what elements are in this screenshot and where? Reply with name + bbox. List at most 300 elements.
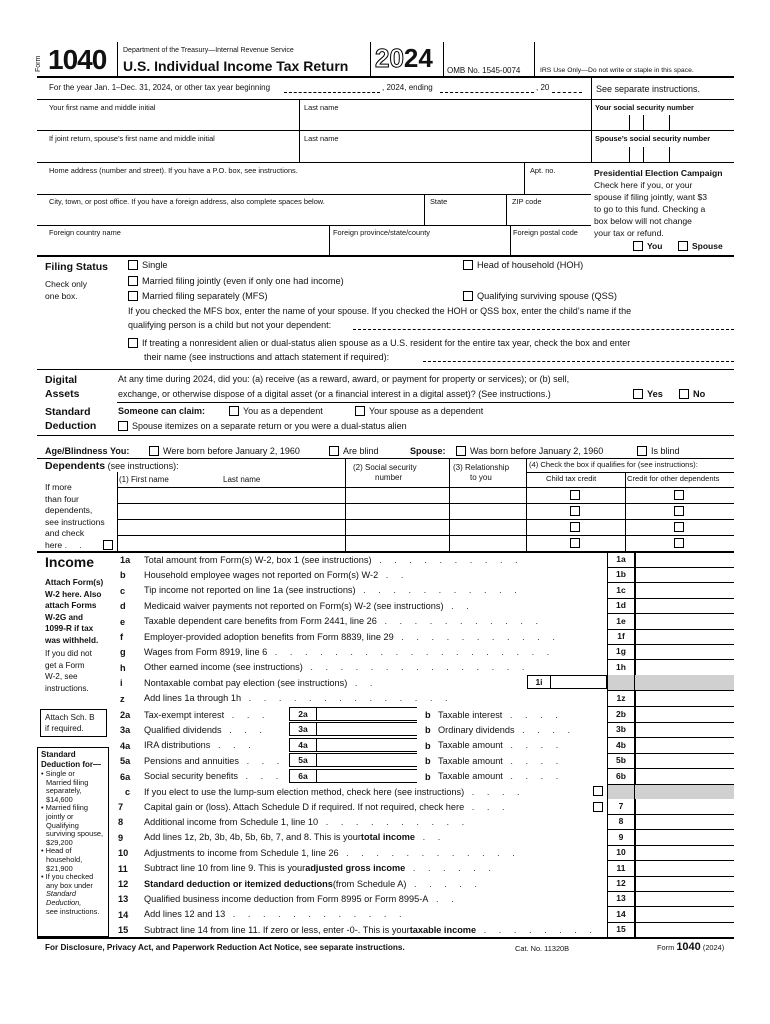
footer-form-num: 1040 xyxy=(676,941,701,953)
pair-right-label: Ordinary dividends xyxy=(438,724,515,735)
sd-10: • Head of xyxy=(41,846,72,856)
pair-left-label: Tax-exempt interest xyxy=(144,709,225,720)
sd-9: $29,200 xyxy=(46,837,73,847)
age-you-label: You: xyxy=(110,445,130,456)
footer-form-word: Form xyxy=(657,943,675,952)
spouse-last-name-input[interactable] xyxy=(300,144,590,162)
filing-mfj-option[interactable] xyxy=(128,273,344,288)
line-text xyxy=(144,907,407,922)
line-amount-input[interactable] xyxy=(635,552,734,567)
leader-dots: . . xyxy=(415,832,446,843)
digital-no-option[interactable] xyxy=(679,386,705,401)
spouse-itemizes-label: Spouse itemizes on a separate return or you were a dual-status alien xyxy=(132,420,407,431)
line-num: 7 xyxy=(118,802,124,812)
line-num: 13 xyxy=(118,894,129,905)
line-label: Household employee wages not reported on Form(s) W-2 xyxy=(144,569,379,580)
line-amount-input[interactable] xyxy=(635,861,734,876)
leader-dots: . . . . xyxy=(502,771,564,782)
line-text xyxy=(144,660,529,675)
line-6c-label: If you elect to use the lump-sum election method, check here (see instructions) xyxy=(144,786,465,797)
line-num: 14 xyxy=(118,909,129,920)
pair-right-num: b xyxy=(425,771,431,782)
someone-can-claim: Someone can claim: xyxy=(118,405,206,416)
line-label: Medicaid waiver payments not reported on Form(s) W-2 (see instructions) xyxy=(144,600,444,611)
pair-left-num: 5a xyxy=(120,756,131,767)
line-label-bold: total income xyxy=(360,832,416,843)
department: Department of the Treasury—Internal Revenue Service xyxy=(123,47,294,54)
line-amount-input[interactable] xyxy=(635,644,734,659)
pec-you-checkbox[interactable] xyxy=(633,241,643,251)
pair-right-num: b xyxy=(425,710,431,720)
leader-dots: . . . . . . . . . . xyxy=(318,816,470,827)
line-text xyxy=(144,876,482,891)
line-num: g xyxy=(120,647,126,658)
apt-label: Apt. no. xyxy=(530,166,556,175)
foreign-country-input[interactable] xyxy=(37,238,329,255)
mfs-note-2: qualifying person is a child but not your dependent: xyxy=(128,319,332,330)
spouse-ssn-input[interactable] xyxy=(592,144,734,162)
tax-year-begin-field[interactable] xyxy=(284,92,380,93)
home-address-label: Home address (number and street). If you have a P.O. box, see instructions. xyxy=(49,166,298,175)
filing-single-option[interactable] xyxy=(128,257,168,272)
pair-right-num: b xyxy=(425,756,431,767)
line-text xyxy=(144,691,453,706)
line-6c-num: c xyxy=(125,787,131,797)
city-input[interactable] xyxy=(37,208,424,225)
dep-side-1: If more xyxy=(45,482,72,492)
line-num: 9 xyxy=(118,832,124,843)
pair-right-amount-input[interactable] xyxy=(635,753,734,768)
line-amount-input[interactable] xyxy=(635,830,734,845)
schedule-b-note xyxy=(40,709,107,737)
leader-dots: . . . . . . . . . . . xyxy=(376,616,544,627)
leader-dots: . . . . . . . . xyxy=(476,924,597,935)
line-amount-input[interactable] xyxy=(635,598,734,613)
dep-col-rel-b: to you xyxy=(470,473,492,482)
blind-spouse-option[interactable] xyxy=(637,443,680,458)
line-num: c xyxy=(120,585,126,596)
leader-dots: . . . xyxy=(237,771,284,782)
no-w2-note xyxy=(45,648,92,694)
you-dependent-option[interactable] xyxy=(229,403,323,418)
pair-left-text xyxy=(144,753,284,768)
leader-dots: . . . . . . xyxy=(405,863,496,874)
see-instructions: See separate instructions. xyxy=(596,84,701,94)
dep2-ctc-checkbox[interactable] xyxy=(570,506,580,516)
leader-dots: . . xyxy=(347,677,378,688)
dependent-row-3[interactable] xyxy=(118,520,345,535)
line-num: e xyxy=(120,616,126,627)
born-you-option[interactable] xyxy=(149,443,300,458)
pair-right-amount-input[interactable] xyxy=(635,738,734,753)
attach-2: W-2 here. Also xyxy=(45,589,102,599)
pec-line5: your tax or refund. xyxy=(594,228,664,238)
line-1i-amount-input[interactable] xyxy=(551,675,607,689)
attach-6: was withheld. xyxy=(45,635,99,645)
line-num: f xyxy=(120,632,124,642)
pec-line4: box below will not change xyxy=(594,216,692,226)
line-1i-box-label: 1i xyxy=(527,675,551,689)
more-dependents-checkbox[interactable] xyxy=(103,540,113,550)
line-label: Total amount from Form(s) W-2, box 1 (see instructions) xyxy=(144,554,372,565)
pair-left-label: Qualified dividends xyxy=(144,724,222,735)
blind-spouse-label: Is blind xyxy=(651,445,680,456)
line-box-label: 8 xyxy=(607,814,635,829)
digital-yes-checkbox[interactable] xyxy=(633,389,643,399)
dep-col-ctc: Child tax credit xyxy=(546,474,597,483)
spouse-first-name-label: If joint return, spouse’s first name and middle initial xyxy=(49,134,215,143)
dep-col-rel-a: (3) Relationship xyxy=(453,463,510,472)
pair-left-amount-input[interactable] xyxy=(317,738,417,752)
dependents-side-note: If more than four dependents, see instructions and check here . . xyxy=(45,482,105,550)
pec-line1: Check here if you, or your xyxy=(594,180,693,190)
standard-deduction-title1: Standard xyxy=(45,406,91,418)
leader-dots: . . . xyxy=(221,724,267,735)
spouse-dependent-option[interactable] xyxy=(355,403,483,418)
sd-7: Qualifying xyxy=(46,820,79,830)
pair-left-box-label: 5a xyxy=(289,753,317,767)
line-text xyxy=(144,845,520,860)
foreign-province-input[interactable] xyxy=(330,238,510,255)
pair-right-box-label: 3b xyxy=(607,722,635,737)
footer-notice: For Disclosure, Privacy Act, and Paperwork Reduction Act Notice, see separate instructions. xyxy=(45,943,405,952)
pair-right-amount-input[interactable] xyxy=(635,707,734,722)
leader-dots: . . . . . xyxy=(406,878,482,889)
row-rule xyxy=(607,784,734,785)
pair-left-num: 6a xyxy=(120,771,131,782)
line-label: Tip income not reported on line 1a (see instructions) xyxy=(144,585,356,596)
pair-right-text xyxy=(438,738,563,753)
last-name-input[interactable] xyxy=(300,112,590,130)
born-spouse-option[interactable] xyxy=(456,443,603,458)
dependent-row-2[interactable] xyxy=(118,504,345,519)
line-box-label: 12 xyxy=(607,876,635,891)
pair-left-box-label: 6a xyxy=(289,769,317,783)
pair-left-text xyxy=(144,769,283,784)
attach-5: 1099-R if tax xyxy=(45,624,94,633)
line-label: Other earned income (see instructions) xyxy=(144,662,303,673)
line-amount-input[interactable] xyxy=(635,891,734,906)
pair-left-amount-input[interactable] xyxy=(317,722,417,736)
leader-dots: . . . . . . . . . . . . . . . . . . . xyxy=(267,646,555,657)
single-checkbox[interactable] xyxy=(128,260,138,270)
footer-form xyxy=(657,941,724,953)
mfs-note: If you checked the MFS box, enter the name of your spouse. If you checked the HOH or QSS box, enter the child’s name if the xyxy=(128,305,632,316)
sd-4: $14,600 xyxy=(46,794,73,804)
line-box-label: 10 xyxy=(607,845,635,860)
spouse-ssn-label: Spouse’s social security number xyxy=(595,134,711,143)
nra-name-field[interactable] xyxy=(423,361,734,362)
line-label-suffix: (from Schedule A) xyxy=(332,878,407,889)
line-text xyxy=(144,814,469,829)
pair-right-box-label: 4b xyxy=(607,738,635,753)
age-blindness-title: Age/Blindness xyxy=(45,445,108,456)
line-amount-input[interactable] xyxy=(635,567,734,582)
leader-dots: . . . . . . . . . . . xyxy=(393,631,560,642)
line-amount-input[interactable] xyxy=(635,583,734,598)
qss-checkbox[interactable] xyxy=(463,291,473,301)
line-label: Additional income from Schedule 1, line 10 xyxy=(144,816,319,827)
line-amount-input[interactable] xyxy=(635,907,734,922)
pair-right-amount-input[interactable] xyxy=(635,769,734,784)
pair-left-text xyxy=(144,722,267,737)
line-text xyxy=(144,552,523,567)
dependents-see: (see instructions): xyxy=(107,461,179,471)
schb-2: if required. xyxy=(45,724,84,733)
dep3-ctc-checkbox[interactable] xyxy=(570,522,580,532)
dep2-odc-checkbox[interactable] xyxy=(674,506,684,516)
filing-hoh-option[interactable] xyxy=(463,257,583,272)
pec-line2: spouse if filing jointly, want $3 xyxy=(594,192,708,202)
line-amount-input[interactable] xyxy=(635,922,734,937)
line-amount-input[interactable] xyxy=(635,845,734,860)
line-box-label: 1d xyxy=(607,598,635,613)
line-num: 15 xyxy=(118,925,129,936)
dependent-row-4[interactable] xyxy=(118,536,345,551)
line-num: 8 xyxy=(118,817,124,828)
digital-yes-label: Yes xyxy=(647,388,663,399)
digital-assets-title2: Assets xyxy=(45,388,80,400)
leader-dots: . . . . . . . . . . . . . . xyxy=(241,693,453,704)
pair-left-box-label: 2a xyxy=(289,707,317,721)
line-text xyxy=(144,614,543,629)
dependents-title: Dependents xyxy=(45,460,106,472)
digital-yes-option[interactable] xyxy=(633,386,663,401)
pair-right-num: b xyxy=(425,740,431,751)
year-bold: 24 xyxy=(403,43,433,73)
pair-left-amount-input[interactable] xyxy=(317,769,417,783)
line-label: Qualified business income deduction from Form 8995 or Form 8995-A xyxy=(144,893,429,904)
you-dependent-checkbox[interactable] xyxy=(229,406,239,416)
blind-spouse-checkbox[interactable] xyxy=(637,446,647,456)
leader-dots: . . xyxy=(443,600,474,611)
row-rule xyxy=(607,937,734,938)
pair-right-amount-input[interactable] xyxy=(635,722,734,737)
nra-label: If treating a nonresident alien or dual-status alien spouse as a U.S. resident for the entire tax year, check the box and enter xyxy=(142,337,631,348)
pec-line3: to go to this fund. Checking a xyxy=(594,204,706,214)
filing-status-title: Filing Status xyxy=(45,261,108,273)
line-label: Employer-provided adoption benefits from Form 8839, line 29 xyxy=(144,631,394,642)
tax-year-end-field[interactable] xyxy=(440,92,534,93)
attach-3: attach Forms xyxy=(45,601,97,610)
line-num: 1a xyxy=(120,555,131,565)
line-text xyxy=(144,583,522,598)
line-amount-input[interactable] xyxy=(635,814,734,829)
line-6c-text: If you elect to use the lump-sum election method, check here (see instructions) . . . . xyxy=(144,786,525,797)
leader-dots: . . . . . . . . . . . . xyxy=(338,847,520,858)
digital-no-checkbox[interactable] xyxy=(679,389,689,399)
home-address-input[interactable] xyxy=(37,176,524,194)
pair-left-label: Social security benefits xyxy=(144,771,238,782)
dep-side-3: dependents, xyxy=(45,505,93,515)
tax-year-end-year-field[interactable] xyxy=(552,92,582,93)
leader-dots: . . . xyxy=(210,740,256,751)
ending-text: , 2024, ending xyxy=(382,83,433,92)
nra-note-2: their name (see instructions and attach statement if required): xyxy=(144,351,390,362)
foreign-postal-input[interactable] xyxy=(511,238,590,255)
line-label: Nontaxable combat pay election (see instructions) xyxy=(144,677,348,688)
line-box-label: 9 xyxy=(607,830,635,845)
line-box-label: 11 xyxy=(607,861,635,876)
sd-title-1: Standard xyxy=(41,750,76,759)
leader-dots: . . . . . . . . . . . xyxy=(355,585,522,596)
foreign-country-label: Foreign country name xyxy=(49,228,121,237)
nra-option[interactable] xyxy=(128,335,630,350)
line-text xyxy=(144,922,597,937)
nra-checkbox[interactable] xyxy=(128,338,138,348)
schb-1: Attach Sch. B xyxy=(45,713,95,722)
sd-title-2: Deduction for— xyxy=(41,760,101,769)
pair-right-label: Taxable amount xyxy=(438,740,503,751)
pair-right-box-label: 6b xyxy=(607,769,635,784)
pair-right-box-label: 2b xyxy=(607,707,635,722)
spouse-dependent-label: Your spouse as a dependent xyxy=(369,405,484,416)
line-text xyxy=(144,644,554,659)
state-input[interactable] xyxy=(425,208,506,225)
line-amount-input[interactable] xyxy=(635,876,734,891)
line-amount-input[interactable] xyxy=(635,660,734,675)
dep-col-odc: Credit for other dependents xyxy=(627,474,720,483)
line-box-label: 1h xyxy=(607,660,635,675)
sd-16: Deduction, xyxy=(46,897,82,907)
sd-14: any box under xyxy=(46,880,93,890)
line-num: b xyxy=(120,570,126,581)
qss-label: Qualifying surviving spouse (QSS) xyxy=(477,290,617,301)
filing-qss-option[interactable] xyxy=(463,288,617,303)
pair-left-amount-input[interactable] xyxy=(317,707,417,721)
pair-left-num: 2a xyxy=(120,710,131,720)
line-num: i xyxy=(120,678,123,689)
dep1-ctc-checkbox[interactable] xyxy=(570,490,580,500)
ssn-label: Your social security number xyxy=(595,103,694,112)
pair-right-label: Taxable amount xyxy=(438,771,503,782)
line-label: Capital gain or (loss). Attach Schedule D if required. If not required, check here xyxy=(144,801,465,812)
dep4-odc-checkbox[interactable] xyxy=(674,538,684,548)
line-num: z xyxy=(120,693,125,704)
line-box-label xyxy=(607,675,635,690)
twenty-text: , 20 xyxy=(536,83,550,92)
line-label: Taxable dependent care benefits from Form 2441, line 26 xyxy=(144,616,377,627)
pair-left-box-label: 3a xyxy=(289,722,317,736)
leader-dots: . . xyxy=(378,569,409,580)
standard-deduction-title2: Deduction xyxy=(45,420,97,432)
digital-assets-q1: At any time during 2024, did you: (a) receive (as a reward, award, or payment for property or services); or (b) sell, xyxy=(118,373,570,384)
lump-sum-checkbox[interactable] xyxy=(593,786,603,796)
sd-17: see instructions. xyxy=(46,906,100,916)
leader-dots: . . . . . . . . . . . . xyxy=(225,909,407,920)
omb-number: OMB No. 1545-0074 xyxy=(447,66,521,75)
dependent-row-1[interactable] xyxy=(118,488,345,503)
sd-15: Standard xyxy=(46,889,76,899)
spouse-first-name-input[interactable] xyxy=(37,144,299,162)
digital-assets-q2: exchange, or otherwise dispose of a digital asset (or a financial interest in a digital asset)? (See instructions.) xyxy=(118,388,551,399)
line-box-label: 1e xyxy=(607,614,635,629)
line-label: Add lines 12 and 13 xyxy=(144,909,226,920)
pair-left-label: IRA distributions xyxy=(144,740,211,751)
line-box-label: 1b xyxy=(607,567,635,582)
ssn-input[interactable] xyxy=(592,112,734,130)
blind-you-checkbox[interactable] xyxy=(329,446,339,456)
pair-left-num: 3a xyxy=(120,725,131,736)
spouse-itemizes-checkbox[interactable] xyxy=(118,421,128,431)
form-vertical-label: Form xyxy=(35,55,42,72)
pair-left-num: 4a xyxy=(120,740,131,751)
blind-you-option[interactable] xyxy=(329,443,379,458)
line-box-label: 1z xyxy=(607,691,635,706)
line-label-bold: taxable income xyxy=(409,924,477,935)
hoh-label: Head of household (HOH) xyxy=(477,259,584,270)
line-amount-input[interactable] xyxy=(635,614,734,629)
dep1-odc-checkbox[interactable] xyxy=(674,490,684,500)
spouse-child-name-field[interactable] xyxy=(353,329,734,330)
dep-col-ssn-b: number xyxy=(375,473,403,482)
pair-right-text xyxy=(438,722,575,737)
capital-gain-checkbox[interactable] xyxy=(593,802,603,812)
leader-dots: . . . . . . . . . . . . . . . xyxy=(302,662,530,673)
spouse-dependent-checkbox[interactable] xyxy=(355,406,365,416)
dep4-ctc-checkbox[interactable] xyxy=(570,538,580,548)
state-label: State xyxy=(430,197,448,206)
form-title: U.S. Individual Income Tax Return xyxy=(123,58,349,74)
apt-input[interactable] xyxy=(525,176,590,194)
first-name-input[interactable] xyxy=(37,112,299,130)
line-box-label: 7 xyxy=(607,799,635,814)
line-text xyxy=(144,567,408,582)
mfj-checkbox[interactable] xyxy=(128,276,138,286)
last-name-label: Last name xyxy=(304,103,339,112)
form-number: 1040 xyxy=(48,44,107,75)
foreign-province-label: Foreign province/state/county xyxy=(333,228,430,237)
leader-dots: . . . . xyxy=(502,709,563,720)
income-title: Income xyxy=(45,554,95,570)
pec-you-label: You xyxy=(647,241,663,251)
line-num: h xyxy=(120,662,126,673)
born-spouse-checkbox[interactable] xyxy=(456,446,466,456)
line-6c-amount-shaded xyxy=(635,784,734,799)
digital-assets-title1: Digital xyxy=(45,374,78,386)
line-text xyxy=(144,799,510,814)
sd-3: separately, xyxy=(46,786,82,796)
born-you-checkbox[interactable] xyxy=(149,446,159,456)
line-amount-input[interactable] xyxy=(635,799,734,814)
zip-input[interactable] xyxy=(507,208,590,225)
dep-col-ssn-a: (2) Social security xyxy=(353,463,417,472)
line-amount-input[interactable] xyxy=(635,691,734,706)
hoh-checkbox[interactable] xyxy=(463,260,473,270)
pair-left-amount-input[interactable] xyxy=(317,753,417,767)
line-label: Add lines 1a through 1h xyxy=(144,693,242,704)
line-text xyxy=(144,861,496,876)
pec-spouse-checkbox[interactable] xyxy=(678,241,688,251)
dep-side-4: see instructions xyxy=(45,516,105,527)
spouse-itemizes-option[interactable] xyxy=(118,418,407,433)
line-amount-input[interactable] xyxy=(635,629,734,644)
tax-year-text: For the year Jan. 1–Dec. 31, 2024, or other tax year beginning xyxy=(49,83,271,92)
sd-1: • Single or xyxy=(41,769,75,778)
attach-1: Attach Form(s) xyxy=(45,578,104,587)
mfs-label: Married filing separately (MFS) xyxy=(142,290,268,301)
pair-left-label: Pensions and annuities xyxy=(144,755,240,766)
line-box-label: 13 xyxy=(607,891,635,906)
age-spouse-label: Spouse: xyxy=(410,445,446,456)
filing-mfs-option[interactable] xyxy=(128,288,268,303)
leader-dots: . . . xyxy=(239,755,285,766)
dep3-odc-checkbox[interactable] xyxy=(674,522,684,532)
pair-right-text xyxy=(438,753,563,768)
mfs-checkbox[interactable] xyxy=(128,291,138,301)
dep-col-last: Last name xyxy=(223,475,261,484)
foreign-postal-label: Foreign postal code xyxy=(513,228,578,237)
